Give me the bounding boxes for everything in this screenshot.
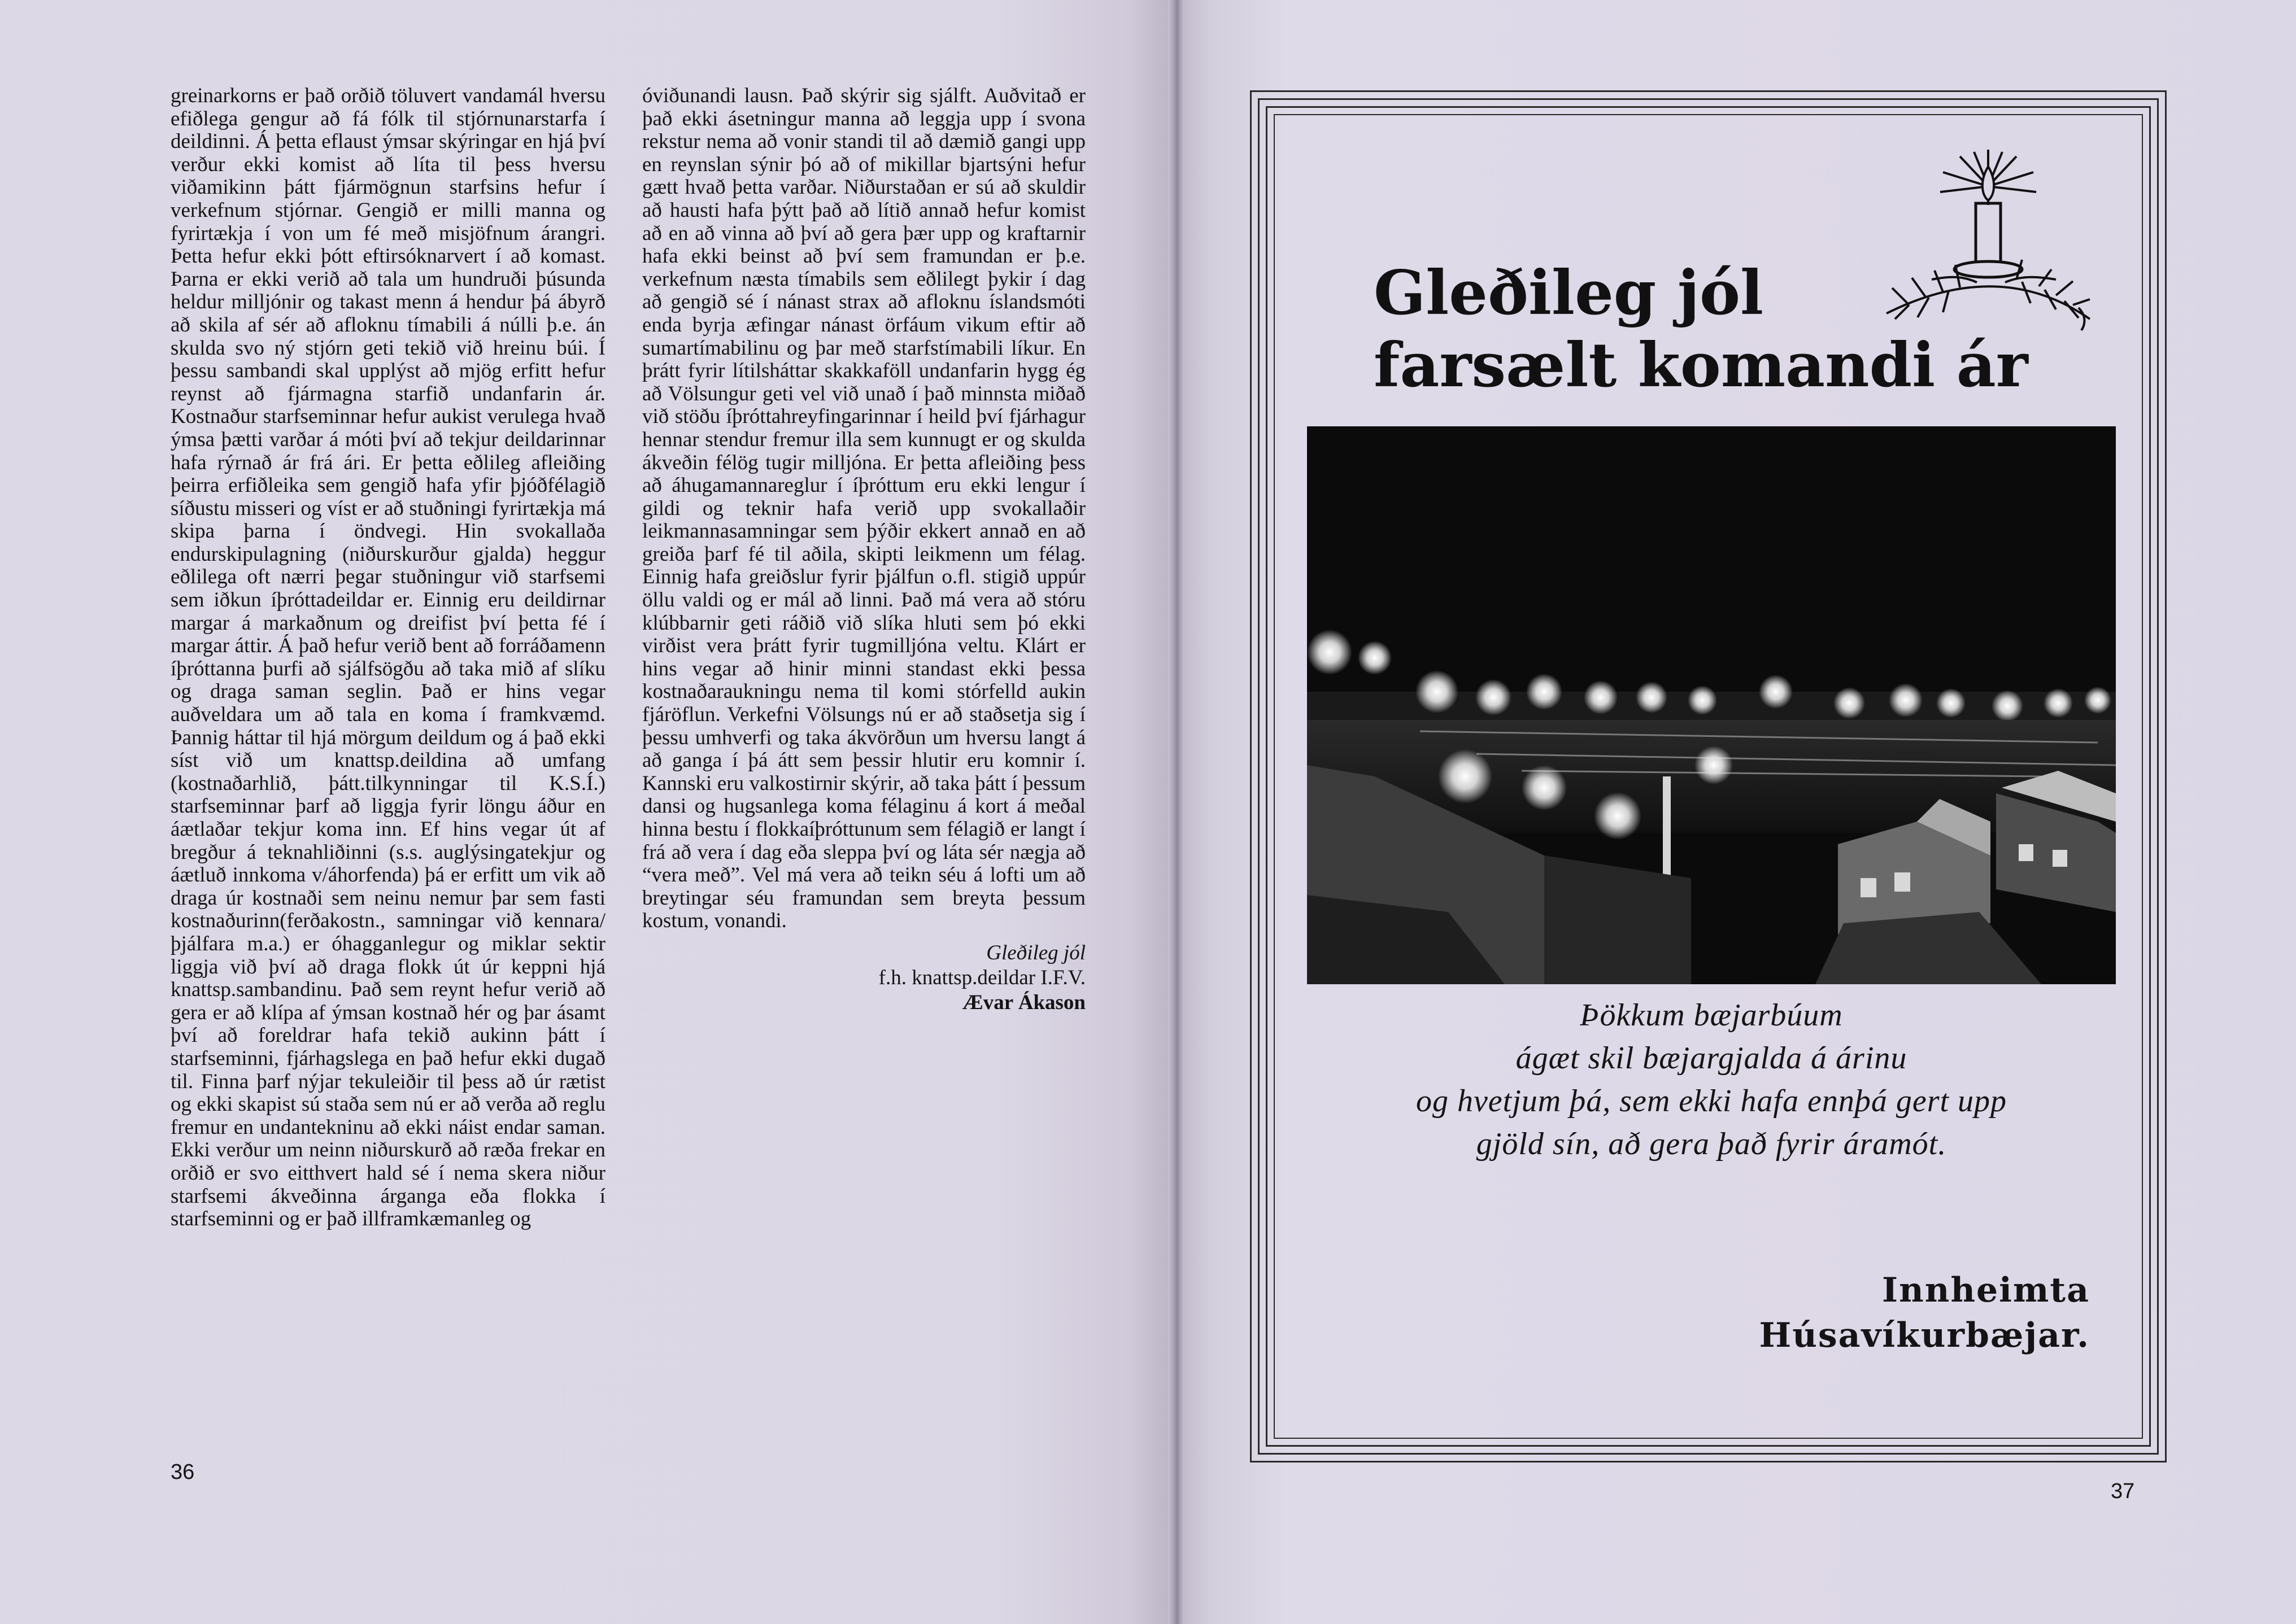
ad-message-line-1: Þökkum bæjarbúum [1580,998,1843,1033]
harbor-photo-illustration [1307,426,2116,984]
ad-title [1374,257,2063,401]
book-spine [1168,0,1184,1624]
page-number-left: 36 [171,1460,195,1484]
signature-greeting: Gleðileg jól [986,941,1086,964]
harbor-at-night-photo [1307,426,2116,984]
page-number-right: 37 [2111,1479,2135,1503]
ad-message [1307,994,2116,1165]
signature-block [642,941,1086,1015]
article-text-1: greinarkorns er það orðið töluvert vandamál hversu efiðlega gengur að fá fólk til stjórnunarstarfa í deildinni. Á þetta eflaust ýmsar skýringar en hjá því verður ekki komist að líta til þess hversu viðamikinn þátt fjármögnun starfsins hefur í verkefnum stjórnar. Gengið er milli manna og fyrirtækja í von um fé með misjöfnum árangri. Þetta hefur ekki þótt eftirsóknarvert í að komast. Þarna er ekki verið að tala um hundruði þúsunda heldur milljónir og takast menn á hendur þá ábyrð að skila af sér að afloknu tímabili á núlli þ.e. án skulda svo ný stjórn geti tekið við hreinu búi. Í þessu sambandi skal upplýst að mjög erfitt hefur reynst að fjármagna starfið undanfarin ár. Kostnaður starfseminnar hefur aukist verulega hvað ýmsa þætti varðar á móti því að tekjur deildarinnar hafa rýrnað ár frá ári. Er þetta eðlileg afleiðing þeirra erfiðleika sem gengið hafa yfir þjóðfélagið síðustu misseri og víst er að stuðningi fyrirtækja má skipa þarna í öndvegi. Hin svokallaða endurskipulagning (niðurskurður gjalda) heggur eðlilega oft nærri þegar stuðningur við starfsemi sem iðkun íþróttadeildar er. Einnig eru deildirnar margar á markaðnum og dreifist því þetta fé í margar áttir. Á það hefur verið bent að forráðamenn íþróttanna þurfi að sjálfsögðu að taka mið af slíku og draga saman seglin. Það er hins vegar auðveldara um að tala en koma í framkvæmd. Þannig háttar til hjá mörgum deildum og á það ekki síst við um knattsp.deildina að umfang (kostnaðarhlið, þátt.tilkynningar til K.S.Í.) starfseminnar þarf að liggja fyrir löngu áður en áætlaðar tekjur koma inn. Ef hins vegar út af bregður á teknahliðinni (s.s. auglýsingatekjur og áætluð innkoma v/áhorfenda) þá er erfitt um vik að draga úr kostnaði sem neinu nemur þar sem fasti kostnaðurinn(ferðakostn., samningar við kennara/þjálfara m.a.) er óhagganlegur og miklar sektir liggja við því að draga flokk út úr keppni hjá knattsp.sambandinu. Það sem reynt hefur verið að gera er að klípa af ýmsan kostnað hér og þar ásamt því að foreldrar hafa tekið aukinn þátt í starfseminni, fjárhagslega en það hefur ekki dugað til. Finna þarf nýjar tekuleiðir til þess að úr rætist og ekki skapist sú staða sem nú er að verða að reglu fremur en undantekninu að ekki náist endar saman. Ekki verður um neinn niðurskurð að ræða frekar en orðið er svo eitthvert hald sé í nema skera niður starfsemi ákveðinna árganga eða flokka í starfseminni og er það illframkæmanleg og [171,84,605,1231]
article-text-2: óviðunandi lausn. Það skýrir sig sjálft. Auðvitað er það ekki ásetningur manna að leggja upp í svona rekstur nema að vonir standi til að dæmið gangi upp en reynslan sýnir þó að of mikillar bjartsýni hefur gætt hvað þetta varðar. Niðurstaðan er sú að skuldir að hausti hafa þýtt það að lítið annað hefur komist að en að vinna að því að gera þær upp og kraftarnir hafa ekki beinst að því sem framundan er þ.e. verkefnum næsta tímabils sem eðlilegt þykir í dag að gengið sé í nánast strax að afloknu íslandsmóti enda byrja æfingar nánast örfáum vikum eftir að sumartímabilinu og þar með starfstímabili líkur. En þrátt fyrir lítilsháttar skakkaföll undanfarin hygg ég að Völsungur geti vel við unað í það minnsta miðað við stöðu íþróttahreyfingarinnar í heild því fjárhagur hennar stendur fremur illa sem kunnugt er og skulda ákveðin félög tugir milljóna. Er þetta afleiðing þess að áhugamannareglur í íþróttum eru ekki lengur í gildi og teknir hafa verið upp svokallaðir leikmannasamningar sem þýðir ekkert annað en að greiða þarf fé til aðila, skipti leikmenn um félag. Einnig hafa greiðslur fyrir þjálfun o.fl. stigið uppúr öllu valdi og er mál að linni. Það má vera að stóru klúbbarnir geti ráðið við slíka hluti sem þó ekki virðist vera þrátt fyrir tugmilljóna veltu. Klárt er hins vegar að hinir minni standast ekki þessa kostnaðaraukningu nema til komi stórfelld aukin fjáröflun. Verkefni Völsungs nú er að staðsetja sig í þessu umhverfi og taka ákvörðun um hversu langt á að ganga í þá átt sem þessir hlutir eru komnir í. Kannski eru valkostirnir skýrir, að taka þátt í þessum dansi og hugsanlega koma félaginu á kort á meðal hinna bestu í flokkaíþróttunum sem félagið er langt í frá að vera í dag eða sleppa því og láta sér nægja að “vera með”. Vel má vera að teikn séu á lofti um að breytingar séu framundan sem breyta þessum kostum, vonandi. [642,84,1086,933]
article-column-2 [642,85,1086,1015]
ad-sender-line-1: Innheimta [1882,1271,2090,1310]
ad-title-line-1: Gleðileg jól [1374,257,1764,329]
ad-message-line-3: og hvetjum þá, sem ekki hafa ennþá gert upp [1415,1084,2007,1119]
ad-sender [1638,1268,2090,1358]
ad-sender-line-2: Húsavíkurbæjar. [1759,1316,2090,1355]
ad-title-line-2: farsælt komandi ár [1374,330,2028,401]
ad-message-line-2: ágæt skil bæjargjalda á árinu [1515,1041,1907,1076]
ad-message-line-4: gjöld sín, að gera það fyrir áramót. [1476,1127,1947,1162]
signature-org: f.h. knattsp.deildar I.F.V. [878,966,1086,989]
signature-name: Ævar Ákason [962,990,1086,1014]
article-column-1 [171,85,605,1231]
